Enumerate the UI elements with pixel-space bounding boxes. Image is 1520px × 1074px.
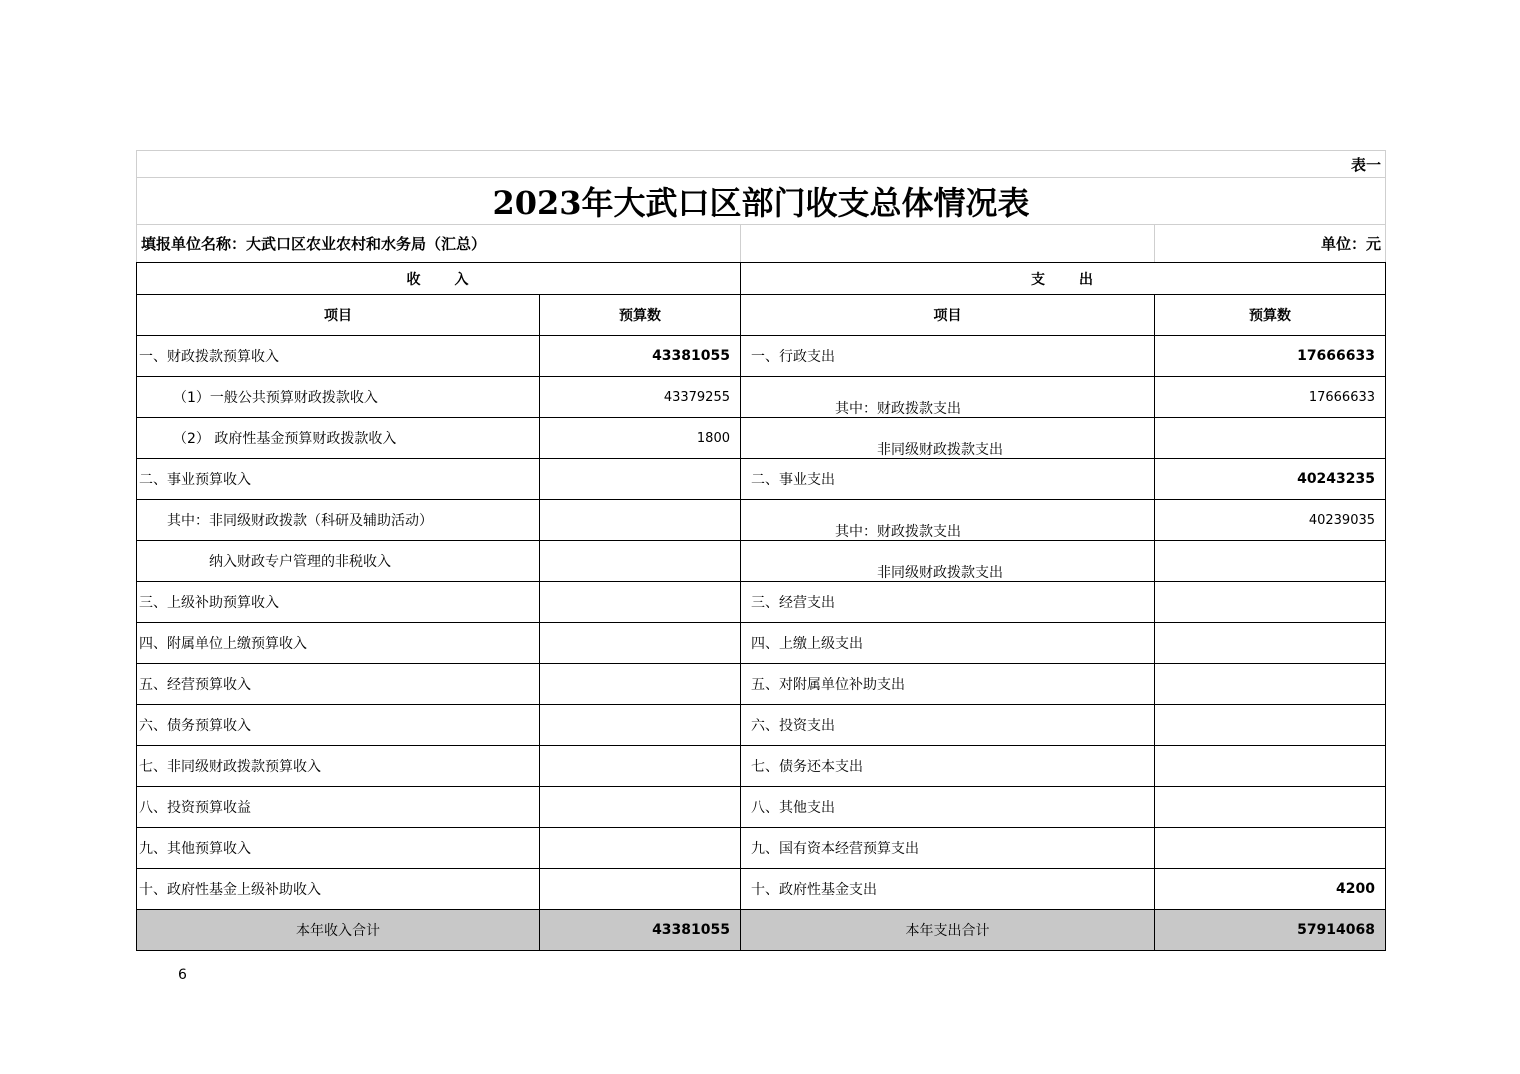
expense-value: [1155, 787, 1386, 828]
expense-item: 六、投资支出: [741, 705, 1155, 746]
income-item: 二、事业预算收入: [137, 459, 540, 500]
expense-value: 4200: [1155, 869, 1386, 910]
expense-value: [1155, 746, 1386, 787]
income-value: [540, 664, 741, 705]
budget-summary-table: [136, 150, 1386, 951]
expense-item: 八、其他支出: [741, 787, 1155, 828]
income-item: （2） 政府性基金预算财政拨款收入: [137, 418, 540, 459]
table-row: [137, 500, 1386, 541]
expense-item: 十、政府性基金支出: [741, 869, 1155, 910]
table-row: [137, 623, 1386, 664]
expense-value: [1155, 623, 1386, 664]
income-value: 43381055: [540, 336, 741, 377]
expense-item: 其中：财政拨款支出: [741, 377, 1155, 418]
income-item: 十、政府性基金上级补助收入: [137, 869, 540, 910]
expense-item: 其中：财政拨款支出: [741, 500, 1155, 541]
income-item: 九、其他预算收入: [137, 828, 540, 869]
income-value: [540, 500, 741, 541]
income-item: 四、附属单位上缴预算收入: [137, 623, 540, 664]
expense-item: 七、债务还本支出: [741, 746, 1155, 787]
table-row: [137, 746, 1386, 787]
table-row: [137, 541, 1386, 582]
expense-value: [1155, 664, 1386, 705]
income-item: 五、经营预算收入: [137, 664, 540, 705]
expense-item: 九、国有资本经营预算支出: [741, 828, 1155, 869]
expense-item: 一、行政支出: [741, 336, 1155, 377]
expense-item: 五、对附属单位补助支出: [741, 664, 1155, 705]
expense-total-value: 57914068: [1155, 910, 1386, 951]
expense-item: 三、经营支出: [741, 582, 1155, 623]
page-number: 6: [178, 967, 187, 983]
income-value: [540, 459, 741, 500]
total-row: [137, 910, 1386, 951]
expense-value: [1155, 705, 1386, 746]
expense-value: [1155, 582, 1386, 623]
table-row: [137, 664, 1386, 705]
income-value: [540, 705, 741, 746]
expense-item: 四、上缴上级支出: [741, 623, 1155, 664]
expense-value: 17666633: [1155, 336, 1386, 377]
expense-value: [1155, 541, 1386, 582]
table-tag: 表一: [137, 151, 1386, 178]
expense-total-label: 本年支出合计: [741, 910, 1155, 951]
income-item: 纳入财政专户管理的非税收入: [137, 541, 540, 582]
income-value: [540, 787, 741, 828]
table-row: [137, 705, 1386, 746]
income-item: 八、投资预算收益: [137, 787, 540, 828]
table-row: [137, 459, 1386, 500]
expense-value: [1155, 828, 1386, 869]
reporting-unit: 填报单位名称：大武口区农业农村和水务局（汇总）: [137, 225, 741, 263]
table-row: [137, 377, 1386, 418]
expense-item-header: 项目: [741, 295, 1155, 336]
income-total-value: 43381055: [540, 910, 741, 951]
expense-value: [1155, 418, 1386, 459]
expense-value: 40239035: [1155, 500, 1386, 541]
income-section-header: 收 入: [137, 263, 741, 295]
expense-budget-header: 预算数: [1155, 295, 1386, 336]
expense-item: 二、事业支出: [741, 459, 1155, 500]
income-value: [540, 623, 741, 664]
income-value: [540, 828, 741, 869]
income-item: 七、非同级财政拨款预算收入: [137, 746, 540, 787]
income-value: [540, 869, 741, 910]
table-row: [137, 336, 1386, 377]
income-total-label: 本年收入合计: [137, 910, 540, 951]
table-row: [137, 787, 1386, 828]
income-item: 六、债务预算收入: [137, 705, 540, 746]
income-item: （1）一般公共预算财政拨款收入: [137, 377, 540, 418]
expense-value: 40243235: [1155, 459, 1386, 500]
income-item: 三、上级补助预算收入: [137, 582, 540, 623]
unit-blank: [741, 225, 1155, 263]
income-value: [540, 746, 741, 787]
income-value: 1800: [540, 418, 741, 459]
expense-value: 17666633: [1155, 377, 1386, 418]
table-row: [137, 869, 1386, 910]
income-item: 一、财政拨款预算收入: [137, 336, 540, 377]
currency-unit: 单位：元: [1155, 225, 1386, 263]
expense-section-header: 支 出: [741, 263, 1386, 295]
income-value: 43379255: [540, 377, 741, 418]
income-item: 其中：非同级财政拨款（科研及辅助活动）: [137, 500, 540, 541]
expense-item: 非同级财政拨款支出: [741, 418, 1155, 459]
table-row: [137, 828, 1386, 869]
table-row: [137, 418, 1386, 459]
income-value: [540, 582, 741, 623]
income-item-header: 项目: [137, 295, 540, 336]
expense-item: 非同级财政拨款支出: [741, 541, 1155, 582]
income-value: [540, 541, 741, 582]
table-row: [137, 582, 1386, 623]
income-budget-header: 预算数: [540, 295, 741, 336]
page-title: 2023年大武口区部门收支总体情况表: [137, 178, 1386, 225]
